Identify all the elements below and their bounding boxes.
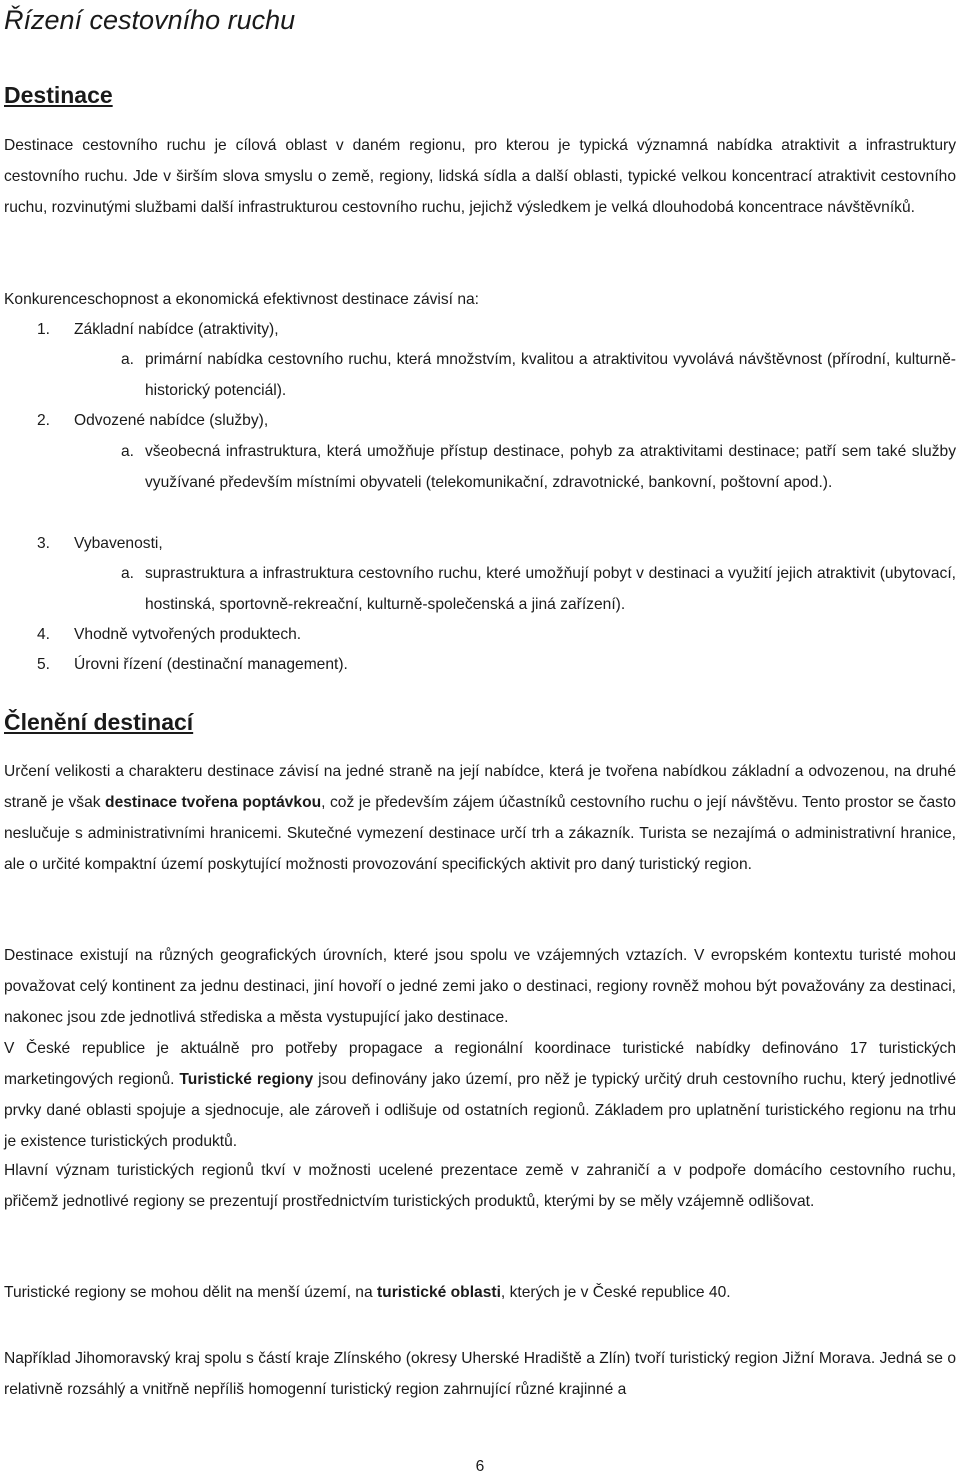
list-item: Úrovni řízení (destinační management). [74,656,348,673]
cleneni-paragraph-5: Turistické regiony se mohou dělit na menší území, na turistické oblasti, kterých je v České republice 40. [4,1284,731,1301]
sub-item-text: primární nabídka cestovního ruchu, která množstvím, kvalitou a atraktivitou vyvolává návštěvnost (přírodní, kulturně-historický potenciál). [145,351,956,399]
cleneni-paragraph-1: Určení velikosti a charakteru destinace závisí na jedné straně na její nabídce, která je tvořena nabídkou základní a odvozenou, na druhé straně je však destinace tvořena poptávkou, což je především zájem účastníků cestovního ruchu o její návštěvu. Tento prostor se často neslučuje s administrativními hranicemi. Skutečné vymezení destinace určí trh a zákazník. Turista se nezajímá o administrativní hranice, ale o určité kompaktní území poskytující možnosti provozování specifických aktivit pro daný turistický region. [4,763,956,873]
page-title: Řízení cestovního ruchu [4,5,296,35]
list-item-number: 1. [37,321,51,338]
cleneni-paragraph-4: Hlavní význam turistických regionů tkví v možnosti ucelené prezentace země v zahraničí a v podpoře domácího cestovního ruchu, přičemž jednotlivé regiony se prezentují prostřednictvím turistických produktů, kterými by se měly vzájemně odlišovat. [4,1162,956,1210]
cleneni-paragraph-6: Například Jihomoravský kraj spolu s částí kraje Zlínského (okresy Uherské Hradiště a Zlín) tvoří turistický region Jižní Morava. Jedná se o relativně rozsáhlý a vnitřně nepříliš homogenní turistický region zahrnující různé krajinné a [4,1350,956,1398]
list-item: Základní nabídce (atraktivity), [74,321,279,338]
list-item-number: 3. [37,535,51,552]
section-heading-cleneni: Členění destinací [4,709,194,735]
sub-item-letter: a. [121,351,135,368]
list-item: Vhodně vytvořených produktech. [74,626,302,643]
list-item-number: 2. [37,412,51,429]
list-item: Odvozené nabídce (služby), [74,412,269,429]
section-heading-destinace: Destinace [4,82,113,108]
sub-item-text: všeobecná infrastruktura, která umožňuje přístup destinace, pohyb za atraktivitami destinace; patří sem také služby využívané především místními obyvateli (telekomunikační, zdravotnické, bankovní, poštovní apod.). [145,443,956,491]
competitiveness-lead: Konkurenceschopnost a ekonomická efektivnost destinace závisí na: [4,291,480,308]
list-item-number: 5. [37,656,51,673]
sub-item-text: suprastruktura a infrastruktura cestovního ruchu, které umožňují pobyt v destinaci a využití jejich atraktivit (ubytovací, hostinská, sportovně-rekreační, kulturně-společenská a jiná zařízení). [145,565,956,613]
destinace-intro-paragraph: Destinace cestovního ruchu je cílová oblast v daném regionu, pro kterou je typická významná nabídka atraktivit a infrastruktury cestovního ruchu. Jde v širším slova smyslu o země, regiony, lidská sídla a další oblasti, typické velkou koncentrací atraktivit cestovního ruchu, rozvinutými službami další infrastrukturou cestovního ruchu, jejichž výsledkem je velká dlouhodobá koncentrace návštěvníků. [4,137,956,216]
list-item: Vybavenosti, [74,535,163,552]
list-item-number: 4. [37,626,51,643]
cleneni-paragraph-3: V České republice je aktuálně pro potřeby propagace a regionální koordinace turistické nabídky definováno 17 turistických marketingových regionů. Turistické regiony jsou definovány jako území, pro něž je typický určitý druh cestovního ruchu, který jednotlivé prvky dané oblasti spojuje a sjednocuje, ale zároveň i odlišuje od ostatních regionů. Základem pro uplatnění turistického regionu na trhu je existence turistických produktů. [4,1040,956,1150]
sub-item-letter: a. [121,443,135,460]
page-number: 6 [475,1458,485,1475]
cleneni-paragraph-2: Destinace existují na různých geografických úrovních, které jsou spolu ve vzájemných vztazích. V evropském kontextu turisté mohou považovat celý kontinent za jednu destinaci, jiní hovoří o jedné zemi jako o destinaci, regiony rovněž mohou být považovány za destinaci, nakonec jsou zde jednotlivá střediska a města vystupující jako destinace. [4,947,956,1026]
sub-item-letter: a. [121,565,135,582]
